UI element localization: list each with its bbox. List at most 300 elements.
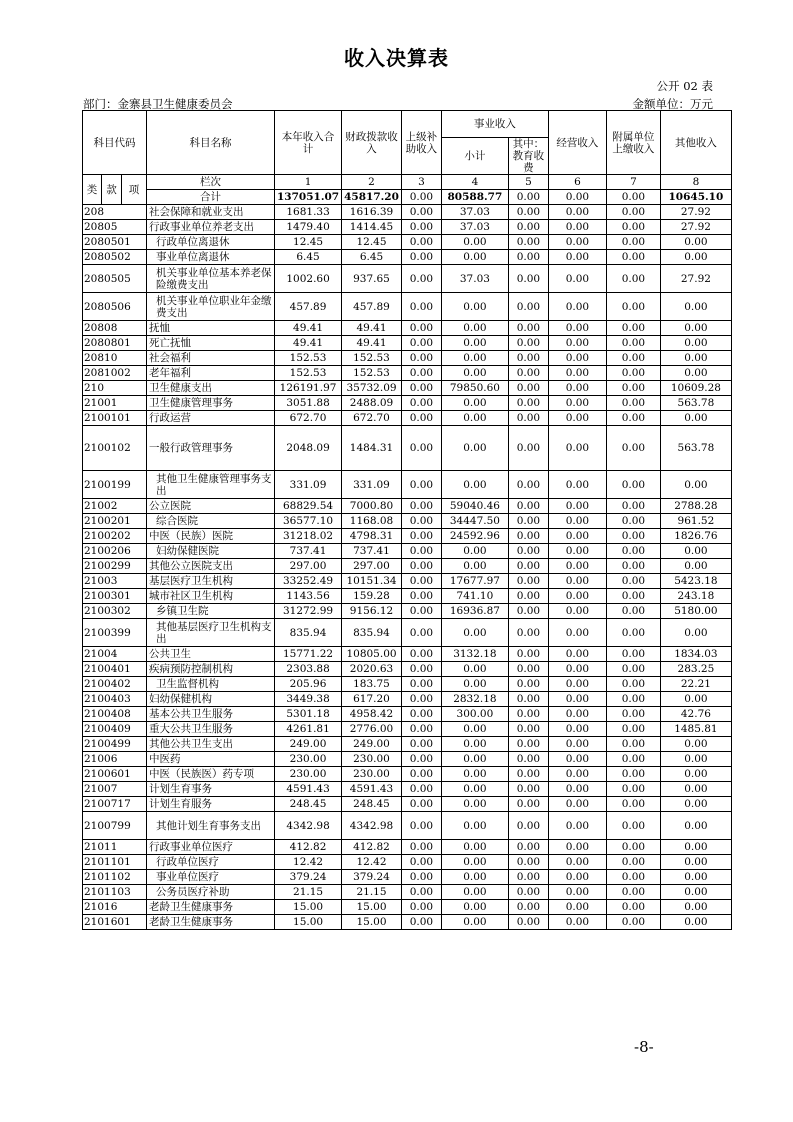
cell-v7: 0.00 — [606, 915, 660, 930]
table-row — [83, 381, 732, 396]
subject-code: 21001 — [83, 396, 147, 411]
cell-v6: 0.00 — [548, 589, 606, 604]
cell-v3: 0.00 — [401, 265, 441, 293]
cell-v8: 0.00 — [660, 619, 731, 647]
subject-code: 2100403 — [83, 692, 147, 707]
cell-v1: 1002.60 — [275, 265, 342, 293]
cell-v5: 0.00 — [508, 870, 548, 885]
cell-v8: 0.00 — [660, 797, 731, 812]
table-row — [83, 265, 732, 293]
cell-v4: 0.00 — [441, 250, 508, 265]
cell-v6: 0.00 — [548, 840, 606, 855]
cell-v7: 0.00 — [606, 426, 660, 471]
table-row — [83, 293, 732, 321]
cell-v8: 0.00 — [660, 782, 731, 797]
cell-v5: 0.00 — [508, 662, 548, 677]
cell-v4: 0.00 — [441, 293, 508, 321]
cell-v2: 159.28 — [342, 589, 402, 604]
subject-name: 其他基层医疗卫生机构支出 — [147, 619, 275, 647]
department-label: 部门：金寨县卫生健康委员会 — [83, 97, 233, 111]
cell-v4: 34447.50 — [441, 514, 508, 529]
cell-v6: 0.00 — [548, 293, 606, 321]
cell-v3: 0.00 — [401, 411, 441, 426]
cell-v4: 37.03 — [441, 265, 508, 293]
cell-v3: 0.00 — [401, 812, 441, 840]
table-row — [83, 885, 732, 900]
table-row — [83, 589, 732, 604]
cell-v5: 0.00 — [508, 797, 548, 812]
cell-v7: 0.00 — [606, 812, 660, 840]
table-row — [83, 870, 732, 885]
cell-v2: 297.00 — [342, 559, 402, 574]
subject-code: 2101103 — [83, 885, 147, 900]
table-row — [83, 662, 732, 677]
cell-v4: 37.03 — [441, 220, 508, 235]
cell-v5: 0.00 — [508, 574, 548, 589]
cell-v5: 0.00 — [508, 604, 548, 619]
table-row — [83, 737, 732, 752]
subject-name: 卫生健康管理事务 — [147, 396, 275, 411]
header-total-income: 本年收入合计 — [275, 111, 342, 175]
cell-v5: 0.00 — [508, 707, 548, 722]
cell-v1: 230.00 — [275, 767, 342, 782]
table-row — [83, 499, 732, 514]
subject-code: 2100799 — [83, 812, 147, 840]
header-affiliate-income: 附属单位上缴收入 — [606, 111, 660, 175]
subject-code: 2100601 — [83, 767, 147, 782]
subject-name: 其他卫生健康管理事务支出 — [147, 471, 275, 499]
cell-v5: 0.00 — [508, 647, 548, 662]
cell-v4: 0.00 — [441, 900, 508, 915]
subject-code: 2100101 — [83, 411, 147, 426]
cell-v3: 0.00 — [401, 220, 441, 235]
subject-code: 2101102 — [83, 870, 147, 885]
cell-v4: 0.00 — [441, 559, 508, 574]
cell-v3: 0.00 — [401, 499, 441, 514]
cell-v1: 15771.22 — [275, 647, 342, 662]
cell-v5: 0.00 — [508, 205, 548, 220]
cell-v6: 0.00 — [548, 471, 606, 499]
subject-name: 中医药 — [147, 752, 275, 767]
cell-v2: 183.75 — [342, 677, 402, 692]
cell-v2: 2776.00 — [342, 722, 402, 737]
cell-v8: 0.00 — [660, 915, 731, 930]
table-row — [83, 351, 732, 366]
cell-v6: 0.00 — [548, 336, 606, 351]
cell-v3: 0.00 — [401, 574, 441, 589]
subject-name: 事业单位离退休 — [147, 250, 275, 265]
header-business-income: 事业收入 — [441, 111, 548, 138]
page-number: -8- — [634, 1038, 654, 1056]
cell-v8: 1485.81 — [660, 722, 731, 737]
page-title: 收入决算表 — [344, 46, 449, 70]
cell-v1: 2048.09 — [275, 426, 342, 471]
cell-v5: 0.00 — [508, 900, 548, 915]
cell-v3: 0.00 — [401, 604, 441, 619]
cell-v2: 10805.00 — [342, 647, 402, 662]
cell-v3: 0.00 — [401, 722, 441, 737]
subject-code: 2081002 — [83, 366, 147, 381]
cell-v2: 4591.43 — [342, 782, 402, 797]
header-fiscal-income: 财政拨款收入 — [342, 111, 402, 175]
cell-v7: 0.00 — [606, 235, 660, 250]
cell-v8: 0.00 — [660, 767, 731, 782]
table-row — [83, 812, 732, 840]
cell-v2: 457.89 — [342, 293, 402, 321]
cell-v2: 248.45 — [342, 797, 402, 812]
subject-code: 2100302 — [83, 604, 147, 619]
cell-v1: 49.41 — [275, 321, 342, 336]
cell-v3: 0.00 — [401, 692, 441, 707]
cell-v5: 0.00 — [508, 336, 548, 351]
form-number: 公开 02 表 — [656, 79, 713, 93]
header-lei: 类 — [83, 175, 102, 205]
cell-v3: 0.00 — [401, 205, 441, 220]
subject-code: 2101101 — [83, 855, 147, 870]
table-row — [83, 915, 732, 930]
cell-v8: 0.00 — [660, 293, 731, 321]
cell-v2: 331.09 — [342, 471, 402, 499]
cell-v1: 3051.88 — [275, 396, 342, 411]
cell-v2: 1168.08 — [342, 514, 402, 529]
cell-v4: 0.00 — [441, 840, 508, 855]
cell-v1: 4261.81 — [275, 722, 342, 737]
cell-v5: 0.00 — [508, 722, 548, 737]
cell-v3: 0.00 — [401, 396, 441, 411]
subject-name: 卫生监督机构 — [147, 677, 275, 692]
subject-code: 21016 — [83, 900, 147, 915]
cell-v7: 0.00 — [606, 692, 660, 707]
cell-v6: 0.00 — [548, 351, 606, 366]
cell-v2: 4342.98 — [342, 812, 402, 840]
cell-v8: 2788.28 — [660, 499, 731, 514]
cell-v5: 0.00 — [508, 752, 548, 767]
cell-v5: 0.00 — [508, 366, 548, 381]
table-row — [83, 471, 732, 499]
subject-code: 20810 — [83, 351, 147, 366]
cell-v1: 36577.10 — [275, 514, 342, 529]
subject-name: 社会福利 — [147, 351, 275, 366]
subject-name: 妇幼保健医院 — [147, 544, 275, 559]
col-no-5: 5 — [508, 175, 548, 190]
cell-v6: 0.00 — [548, 662, 606, 677]
cell-v3: 0.00 — [401, 797, 441, 812]
cell-v1: 248.45 — [275, 797, 342, 812]
cell-v3: 0.00 — [401, 321, 441, 336]
total-v7: 0.00 — [606, 190, 660, 205]
cell-v6: 0.00 — [548, 265, 606, 293]
cell-v8: 27.92 — [660, 205, 731, 220]
cell-v8: 0.00 — [660, 471, 731, 499]
subject-code: 2100102 — [83, 426, 147, 471]
subject-code: 2100408 — [83, 707, 147, 722]
cell-v4: 0.00 — [441, 662, 508, 677]
cell-v1: 297.00 — [275, 559, 342, 574]
table-row — [83, 647, 732, 662]
cell-v8: 0.00 — [660, 812, 731, 840]
cell-v1: 6.45 — [275, 250, 342, 265]
cell-v3: 0.00 — [401, 870, 441, 885]
cell-v5: 0.00 — [508, 471, 548, 499]
cell-v8: 0.00 — [660, 855, 731, 870]
table-row — [83, 396, 732, 411]
cell-v4: 2832.18 — [441, 692, 508, 707]
subject-name: 机关事业单位职业年金缴费支出 — [147, 293, 275, 321]
cell-v6: 0.00 — [548, 396, 606, 411]
cell-v2: 21.15 — [342, 885, 402, 900]
subject-name: 事业单位医疗 — [147, 870, 275, 885]
total-label: 合计 — [147, 190, 275, 205]
cell-v3: 0.00 — [401, 293, 441, 321]
cell-v5: 0.00 — [508, 321, 548, 336]
cell-v4: 0.00 — [441, 885, 508, 900]
subject-code: 21004 — [83, 647, 147, 662]
col-no-8: 8 — [660, 175, 731, 190]
header-kuan: 款 — [102, 175, 122, 205]
cell-v1: 737.41 — [275, 544, 342, 559]
cell-v8: 0.00 — [660, 250, 731, 265]
cell-v4: 16936.87 — [441, 604, 508, 619]
subject-code: 2101601 — [83, 915, 147, 930]
cell-v1: 230.00 — [275, 752, 342, 767]
col-no-3: 3 — [401, 175, 441, 190]
subject-code: 2080501 — [83, 235, 147, 250]
cell-v1: 672.70 — [275, 411, 342, 426]
cell-v6: 0.00 — [548, 647, 606, 662]
cell-v3: 0.00 — [401, 767, 441, 782]
cell-v1: 15.00 — [275, 900, 342, 915]
cell-v1: 152.53 — [275, 351, 342, 366]
cell-v4: 0.00 — [441, 722, 508, 737]
cell-v7: 0.00 — [606, 752, 660, 767]
cell-v6: 0.00 — [548, 499, 606, 514]
cell-v4: 0.00 — [441, 321, 508, 336]
cell-v8: 10609.28 — [660, 381, 731, 396]
cell-v6: 0.00 — [548, 737, 606, 752]
cell-v8: 0.00 — [660, 544, 731, 559]
subject-name: 综合医院 — [147, 514, 275, 529]
cell-v3: 0.00 — [401, 677, 441, 692]
subject-name: 计划生育服务 — [147, 797, 275, 812]
cell-v4: 0.00 — [441, 426, 508, 471]
table-row — [83, 514, 732, 529]
cell-v8: 0.00 — [660, 840, 731, 855]
amount-unit-label: 金额单位：万元 — [632, 97, 713, 111]
cell-v6: 0.00 — [548, 559, 606, 574]
cell-v3: 0.00 — [401, 915, 441, 930]
subject-code: 2100301 — [83, 589, 147, 604]
subject-code: 2080502 — [83, 250, 147, 265]
subject-code: 208 — [83, 205, 147, 220]
cell-v1: 331.09 — [275, 471, 342, 499]
cell-v2: 35732.09 — [342, 381, 402, 396]
cell-v1: 126191.97 — [275, 381, 342, 396]
cell-v6: 0.00 — [548, 366, 606, 381]
cell-v1: 4591.43 — [275, 782, 342, 797]
cell-v4: 0.00 — [441, 752, 508, 767]
header-code: 科目代码 — [83, 111, 147, 175]
cell-v4: 0.00 — [441, 870, 508, 885]
subject-name: 老龄卫生健康事务 — [147, 915, 275, 930]
table-row — [83, 559, 732, 574]
cell-v1: 457.89 — [275, 293, 342, 321]
subject-name: 计划生育事务 — [147, 782, 275, 797]
cell-v3: 0.00 — [401, 737, 441, 752]
cell-v3: 0.00 — [401, 366, 441, 381]
table-row — [83, 900, 732, 915]
cell-v7: 0.00 — [606, 782, 660, 797]
cell-v5: 0.00 — [508, 529, 548, 544]
table-row — [83, 619, 732, 647]
cell-v4: 741.10 — [441, 589, 508, 604]
subject-name: 老年福利 — [147, 366, 275, 381]
cell-v5: 0.00 — [508, 499, 548, 514]
cell-v3: 0.00 — [401, 855, 441, 870]
cell-v2: 2020.63 — [342, 662, 402, 677]
cell-v8: 1826.76 — [660, 529, 731, 544]
cell-v3: 0.00 — [401, 514, 441, 529]
table-row — [83, 411, 732, 426]
cell-v6: 0.00 — [548, 767, 606, 782]
cell-v2: 1414.45 — [342, 220, 402, 235]
table-row — [83, 604, 732, 619]
cell-v3: 0.00 — [401, 544, 441, 559]
cell-v2: 617.20 — [342, 692, 402, 707]
cell-v2: 49.41 — [342, 336, 402, 351]
cell-v8: 0.00 — [660, 559, 731, 574]
cell-v7: 0.00 — [606, 499, 660, 514]
cell-v2: 412.82 — [342, 840, 402, 855]
cell-v6: 0.00 — [548, 250, 606, 265]
cell-v2: 12.45 — [342, 235, 402, 250]
cell-v1: 1143.56 — [275, 589, 342, 604]
cell-v8: 5180.00 — [660, 604, 731, 619]
subject-name: 中医（民族）医院 — [147, 529, 275, 544]
subject-code: 2100717 — [83, 797, 147, 812]
cell-v5: 0.00 — [508, 812, 548, 840]
cell-v8: 0.00 — [660, 411, 731, 426]
cell-v5: 0.00 — [508, 351, 548, 366]
cell-v4: 3132.18 — [441, 647, 508, 662]
col-no-2: 2 — [342, 175, 402, 190]
cell-v3: 0.00 — [401, 707, 441, 722]
cell-v5: 0.00 — [508, 767, 548, 782]
cell-v7: 0.00 — [606, 647, 660, 662]
cell-v7: 0.00 — [606, 250, 660, 265]
cell-v4: 0.00 — [441, 396, 508, 411]
cell-v6: 0.00 — [548, 205, 606, 220]
cell-v2: 2488.09 — [342, 396, 402, 411]
cell-v6: 0.00 — [548, 381, 606, 396]
cell-v8: 0.00 — [660, 321, 731, 336]
cell-v4: 17677.97 — [441, 574, 508, 589]
cell-v6: 0.00 — [548, 426, 606, 471]
cell-v4: 37.03 — [441, 205, 508, 220]
cell-v6: 0.00 — [548, 692, 606, 707]
cell-v1: 835.94 — [275, 619, 342, 647]
table-row — [83, 321, 732, 336]
cell-v7: 0.00 — [606, 265, 660, 293]
subject-name: 城市社区卫生机构 — [147, 589, 275, 604]
cell-v3: 0.00 — [401, 336, 441, 351]
table-row — [83, 250, 732, 265]
cell-v8: 0.00 — [660, 351, 731, 366]
cell-v7: 0.00 — [606, 396, 660, 411]
cell-v7: 0.00 — [606, 662, 660, 677]
subject-name: 行政事业单位医疗 — [147, 840, 275, 855]
cell-v5: 0.00 — [508, 381, 548, 396]
cell-v7: 0.00 — [606, 840, 660, 855]
cell-v5: 0.00 — [508, 692, 548, 707]
cell-v2: 230.00 — [342, 767, 402, 782]
cell-v6: 0.00 — [548, 900, 606, 915]
subject-name: 疾病预防控制机构 — [147, 662, 275, 677]
total-v2: 45817.20 — [342, 190, 402, 205]
cell-v3: 0.00 — [401, 235, 441, 250]
cell-v1: 1479.40 — [275, 220, 342, 235]
cell-v1: 15.00 — [275, 915, 342, 930]
cell-v7: 0.00 — [606, 220, 660, 235]
cell-v2: 937.65 — [342, 265, 402, 293]
cell-v8: 0.00 — [660, 752, 731, 767]
cell-v3: 0.00 — [401, 619, 441, 647]
subject-name: 社会保障和就业支出 — [147, 205, 275, 220]
total-v8: 10645.10 — [660, 190, 731, 205]
header-education-fee: 其中：教育收费 — [508, 138, 548, 175]
cell-v4: 0.00 — [441, 336, 508, 351]
cell-v8: 27.92 — [660, 220, 731, 235]
cell-v2: 152.53 — [342, 351, 402, 366]
cell-v8: 0.00 — [660, 870, 731, 885]
cell-v7: 0.00 — [606, 205, 660, 220]
cell-v7: 0.00 — [606, 722, 660, 737]
cell-v8: 22.21 — [660, 677, 731, 692]
cell-v5: 0.00 — [508, 559, 548, 574]
cell-v5: 0.00 — [508, 840, 548, 855]
subject-code: 21003 — [83, 574, 147, 589]
subject-code: 21007 — [83, 782, 147, 797]
subject-name: 公务员医疗补助 — [147, 885, 275, 900]
cell-v8: 0.00 — [660, 336, 731, 351]
subject-name: 乡镇卫生院 — [147, 604, 275, 619]
cell-v6: 0.00 — [548, 677, 606, 692]
header-xiang: 项 — [122, 175, 147, 205]
cell-v6: 0.00 — [548, 782, 606, 797]
cell-v6: 0.00 — [548, 321, 606, 336]
cell-v5: 0.00 — [508, 250, 548, 265]
cell-v3: 0.00 — [401, 351, 441, 366]
table-row — [83, 220, 732, 235]
cell-v8: 961.52 — [660, 514, 731, 529]
cell-v5: 0.00 — [508, 737, 548, 752]
subject-code: 20808 — [83, 321, 147, 336]
subject-code: 2100202 — [83, 529, 147, 544]
cell-v1: 152.53 — [275, 366, 342, 381]
cell-v7: 0.00 — [606, 574, 660, 589]
cell-v6: 0.00 — [548, 619, 606, 647]
cell-v6: 0.00 — [548, 870, 606, 885]
cell-v7: 0.00 — [606, 321, 660, 336]
subject-name: 卫生健康支出 — [147, 381, 275, 396]
cell-v7: 0.00 — [606, 619, 660, 647]
table-row — [83, 205, 732, 220]
subject-code: 2080801 — [83, 336, 147, 351]
table-row — [83, 782, 732, 797]
cell-v6: 0.00 — [548, 411, 606, 426]
cell-v4: 0.00 — [441, 737, 508, 752]
table-row — [83, 752, 732, 767]
header-superior-subsidy: 上级补助收入 — [401, 111, 441, 175]
